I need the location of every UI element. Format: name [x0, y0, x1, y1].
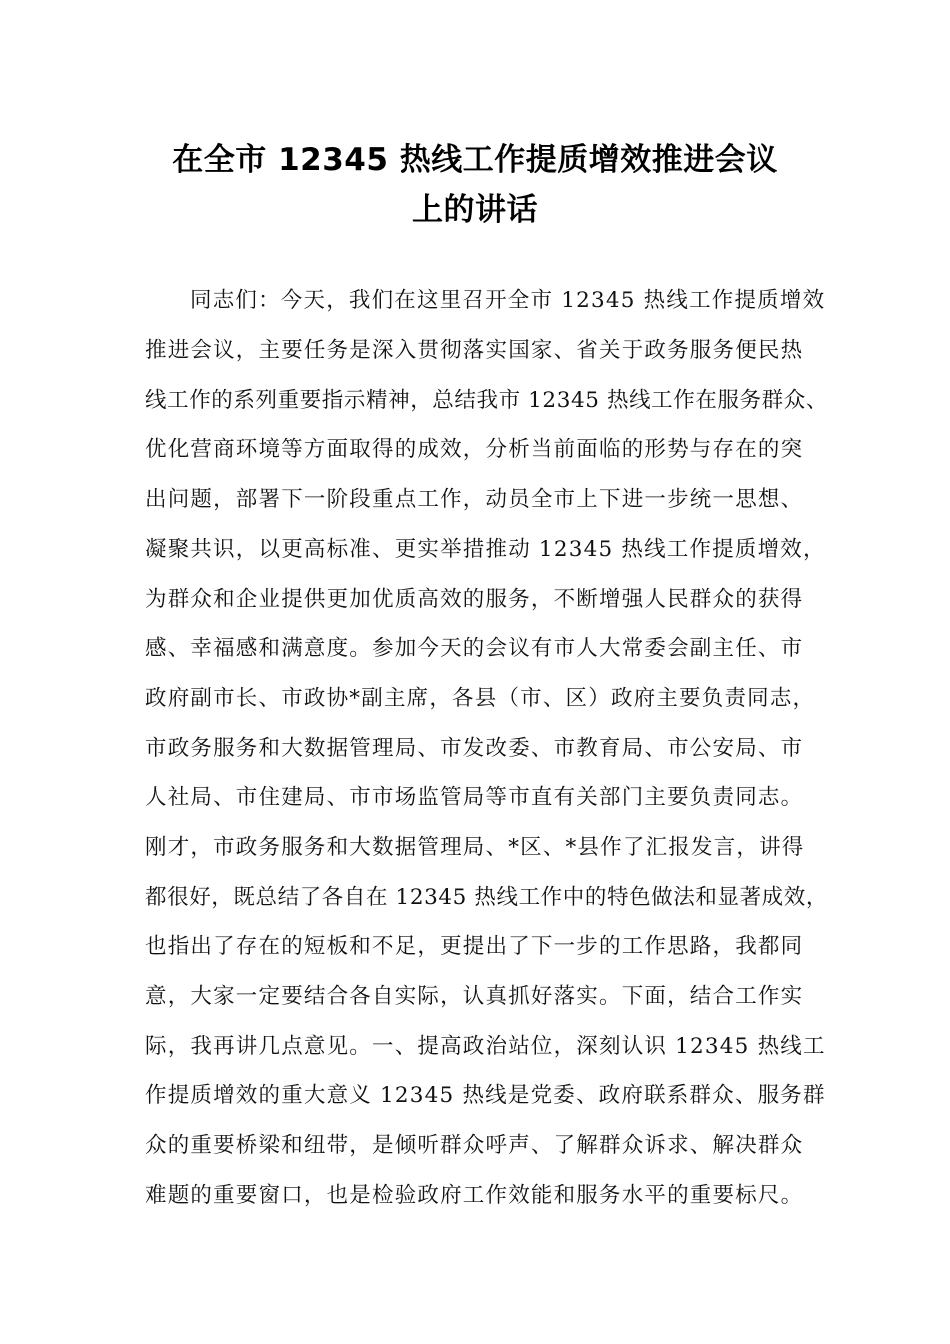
body-line-11: 人社局、市住建局、市市场监管局等市直有关部门主要负责同志。 — [145, 785, 804, 810]
body-line-16: 际，我再讲几点意见。一、提高政治站位，深刻认识 12345 热线工 — [145, 1034, 826, 1059]
body-line-3: 线工作的系列重要指示精神，总结我市 12345 热线工作在服务群众、 — [145, 388, 828, 413]
body-line-8: 感、幸福感和满意度。参加今天的会议有市人大常委会副主任、市 — [145, 636, 804, 661]
body-line-7: 为群众和企业提供更加优质高效的服务，不断增强人民群众的获得 — [145, 587, 804, 612]
body-line-6: 凝聚共识，以更高标准、更实举措推动 12345 热线工作提质增效， — [145, 537, 826, 562]
document-title-line-2: 上的讲话 — [412, 192, 538, 228]
body-line-1: 同志们：今天，我们在这里召开全市 12345 热线工作提质增效 — [190, 288, 826, 313]
body-line-5: 出问题，部署下一阶段重点工作，动员全市上下进一步统一思想、 — [145, 487, 804, 512]
body-line-9: 政府副市长、市政协*副主席，各县（市、区）政府主要负责同志， — [145, 686, 816, 711]
body-line-2: 推进会议，主要任务是深入贯彻落实国家、省关于政务服务便民热 — [145, 338, 804, 363]
body-line-15: 意，大家一定要结合各自实际，认真抓好落实。下面，结合工作实 — [145, 984, 804, 1009]
body-line-10: 市政务服务和大数据管理局、市发改委、市教育局、市公安局、市 — [145, 736, 804, 761]
body-line-14: 也指出了存在的短板和不足，更提出了下一步的工作思路，我都同 — [145, 934, 804, 959]
body-line-19: 难题的重要窗口，也是检验政府工作效能和服务水平的重要标尺。 — [145, 1183, 804, 1208]
document-title-line-1: 在全市 12345 热线工作提质增效推进会议 — [172, 142, 778, 178]
body-line-13: 都很好，既总结了各自在 12345 热线工作中的特色做法和显著成效， — [145, 885, 828, 910]
body-line-17: 作提质增效的重大意义 12345 热线是党委、政府联系群众、服务群 — [145, 1083, 826, 1108]
body-line-12: 刚才，市政务服务和大数据管理局、*区、*县作了汇报发言，讲得 — [145, 835, 805, 860]
body-line-4: 优化营商环境等方面取得的成效，分析当前面临的形势与存在的突 — [145, 437, 804, 462]
body-line-18: 众的重要桥梁和纽带，是倾听群众呼声、了解群众诉求、解决群众 — [145, 1133, 804, 1158]
